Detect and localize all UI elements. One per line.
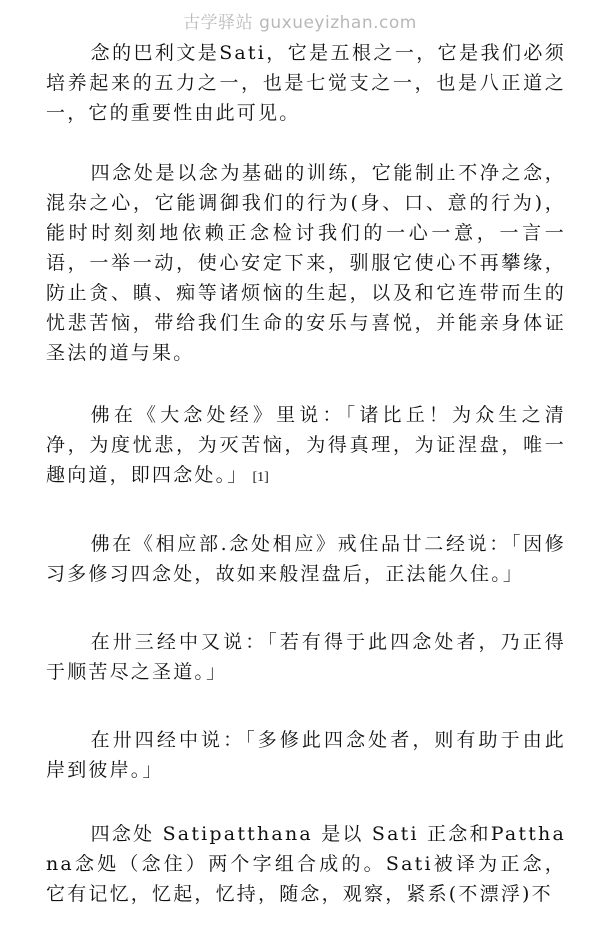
paragraph-sutta-33 (46, 627, 566, 687)
paragraph-text: 念的巴利文是Sati，它是五根之一，它是我们必须培养起来的五力之一，也是七觉支之一，也是八正道之一，它的重要性由此可见。 (46, 42, 566, 124)
paragraph-samyutta-quote (46, 529, 566, 589)
paragraph-four-foundations (46, 158, 566, 368)
paragraph-sutta-34 (46, 725, 566, 785)
paragraph-text: 四念处是以念为基础的训练，它能制止不净之念，混杂之心，它能调御我们的行为(身、口、意的行为)，能时时刻刻地依赖正念检讨我们的一心一意，一言一语，一举一动，使心安定下来，驯服它使心不再攀缘，防止贪、瞋、痴等诸烦恼的生起，以及和它连带而生的忧悲苦恼，带给我们生命的安乐与喜悦，并能亲身体证圣法的道与果。 (46, 162, 566, 364)
paragraph-text: 在卅四经中说：「多修此四念处者，则有助于由此岸到彼岸。」 (46, 729, 566, 781)
paragraph-sati-intro (46, 38, 566, 128)
paragraph-text: 佛在《相应部.念处相应》戒住品廿二经说：「因修习多修习四念处，故如来般涅盘后，正法能久住。」 (46, 533, 566, 585)
paragraph-text: 在卅三经中又说：「若有得于此四念处者，乃正得于顺苦尽之圣道。」 (46, 631, 566, 683)
paragraph-maha-satipatthana-quote (46, 400, 566, 493)
footnote-reference[interactable]: [1] (252, 470, 269, 485)
paragraph-text: 佛在《大念处经》里说：「诸比丘！为众生之清净，为度忧悲，为灭苦恼，为得真理，为证涅盘，唯一趣向道，即四念处。」 (46, 404, 566, 486)
document-body (46, 38, 566, 943)
paragraph-satipatthana-etymology (46, 819, 566, 909)
paragraph-text: 四念处 Satipatthana 是以 Sati 正念和Patthana念処（念住）两个字组合成的。Sati被译为正念，它有记忆，忆起，忆持，随念，观察，紧系(不漂浮)不 (46, 823, 566, 905)
site-watermark: 古学驿站 guxueyizhan.com (183, 13, 417, 33)
